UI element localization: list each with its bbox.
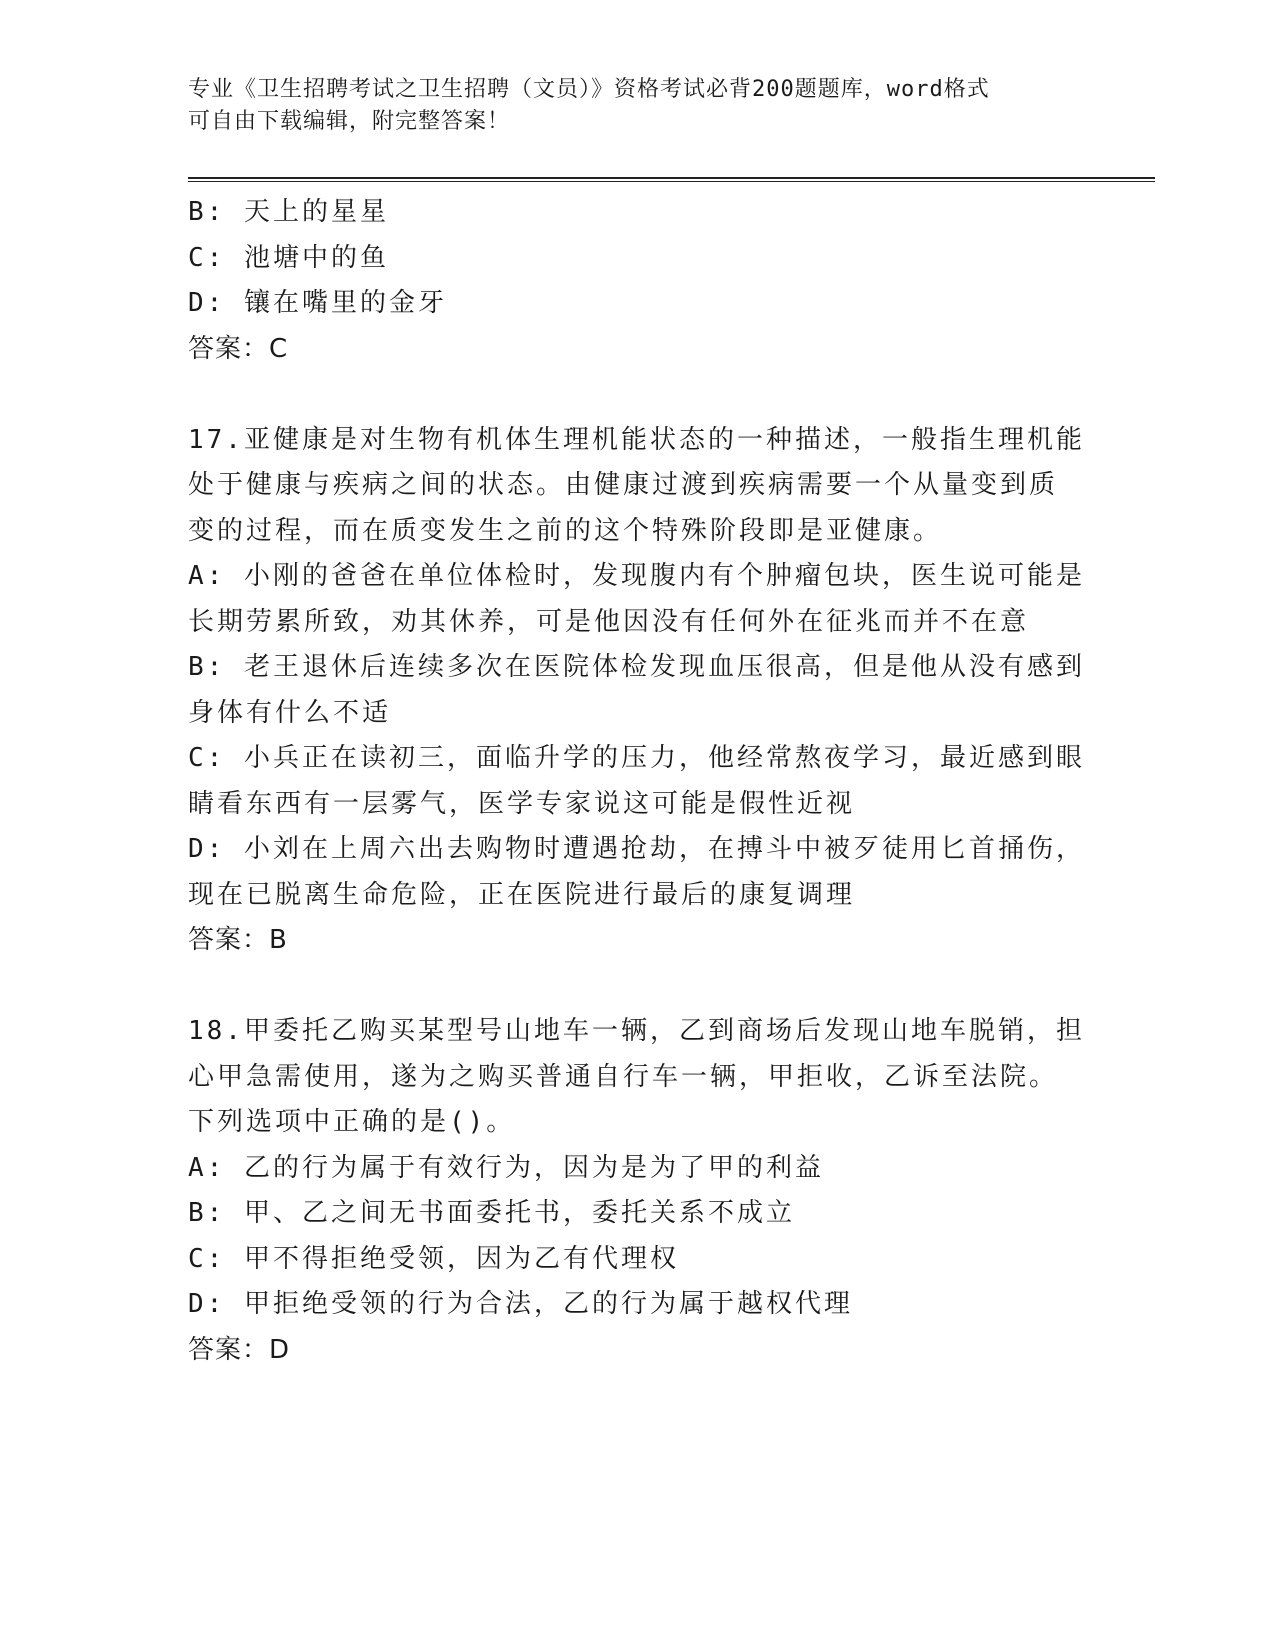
question-stem-line: 17.亚健康是对生物有机体生理机能状态的一种描述，一般指生理机能 (188, 424, 1085, 455)
question-18 (188, 1009, 1088, 1373)
question-stem-line: 心甲急需使用，遂为之购买普通自行车一辆，甲拒收，乙诉至法院。 (188, 1061, 1059, 1092)
question-stem-line: 处于健康与疾病之间的状态。由健康过渡到疾病需要一个从量变到质 (188, 470, 1059, 500)
question-stem-line: 下列选项中正确的是()。 (188, 1107, 516, 1137)
answer-line: 答案：D (188, 1334, 291, 1365)
option-b: B: 老王退休后连续多次在医院体检发现血压很高，但是他从没有感到 (188, 652, 1085, 682)
spacer (188, 964, 1088, 1010)
answer-line: 答案：B (188, 925, 288, 955)
option-d: D: 镶在嘴里的金牙 (188, 288, 447, 318)
page-header (188, 74, 1068, 138)
question-stem-line: 变的过程，而在质变发生之前的这个特殊阶段即是亚健康。 (188, 515, 943, 546)
spacer (188, 372, 1088, 418)
option-a: A: 乙的行为属于有效行为，因为是为了甲的利益 (188, 1152, 824, 1183)
option-b: B: 天上的星星 (188, 197, 389, 227)
answer-line: 答案：C (188, 333, 289, 364)
question-16 (188, 190, 1088, 372)
option-d: D: 小刘在上周六出去购物时遭遇抢劫，在搏斗中被歹徒用匕首捅伤， (188, 834, 1085, 864)
option-d-continued: 现在已脱离生命危险，正在医院进行最后的康复调理 (188, 879, 856, 910)
option-a-continued: 长期劳累所致，劝其休养，可是他因没有任何外在征兆而并不在意 (188, 606, 1030, 637)
option-a: A: 小刚的爸爸在单位体检时，发现腹内有个肿瘤包块，医生说可能是 (188, 561, 1085, 591)
header-line-1: 专业《卫生招聘考试之卫生招聘（文员）》资格考试必背200题题库，word格式 (188, 77, 990, 102)
header-divider (188, 177, 1155, 182)
question-list (188, 190, 1088, 1373)
option-c: C: 小兵正在读初三，面临升学的压力，他经常熬夜学习，最近感到眼 (188, 743, 1085, 773)
question-stem-line: 18.甲委托乙购买某型号山地车一辆，乙到商场后发现山地车脱销，担 (188, 1016, 1085, 1046)
option-b-continued: 身体有什么不适 (188, 697, 392, 728)
option-c-continued: 睛看东西有一层雾气，医学专家说这可能是假性近视 (188, 788, 856, 819)
option-b: B: 甲、乙之间无书面委托书，委托关系不成立 (188, 1198, 795, 1228)
option-c: C: 池塘中的鱼 (188, 242, 389, 273)
header-line-2: 可自由下载编辑，附完整答案！ (188, 109, 511, 134)
option-d: D: 甲拒绝受领的行为合法，乙的行为属于越权代理 (188, 1289, 853, 1319)
question-17 (188, 418, 1088, 964)
option-c: C: 甲不得拒绝受领，因为乙有代理权 (188, 1243, 679, 1274)
